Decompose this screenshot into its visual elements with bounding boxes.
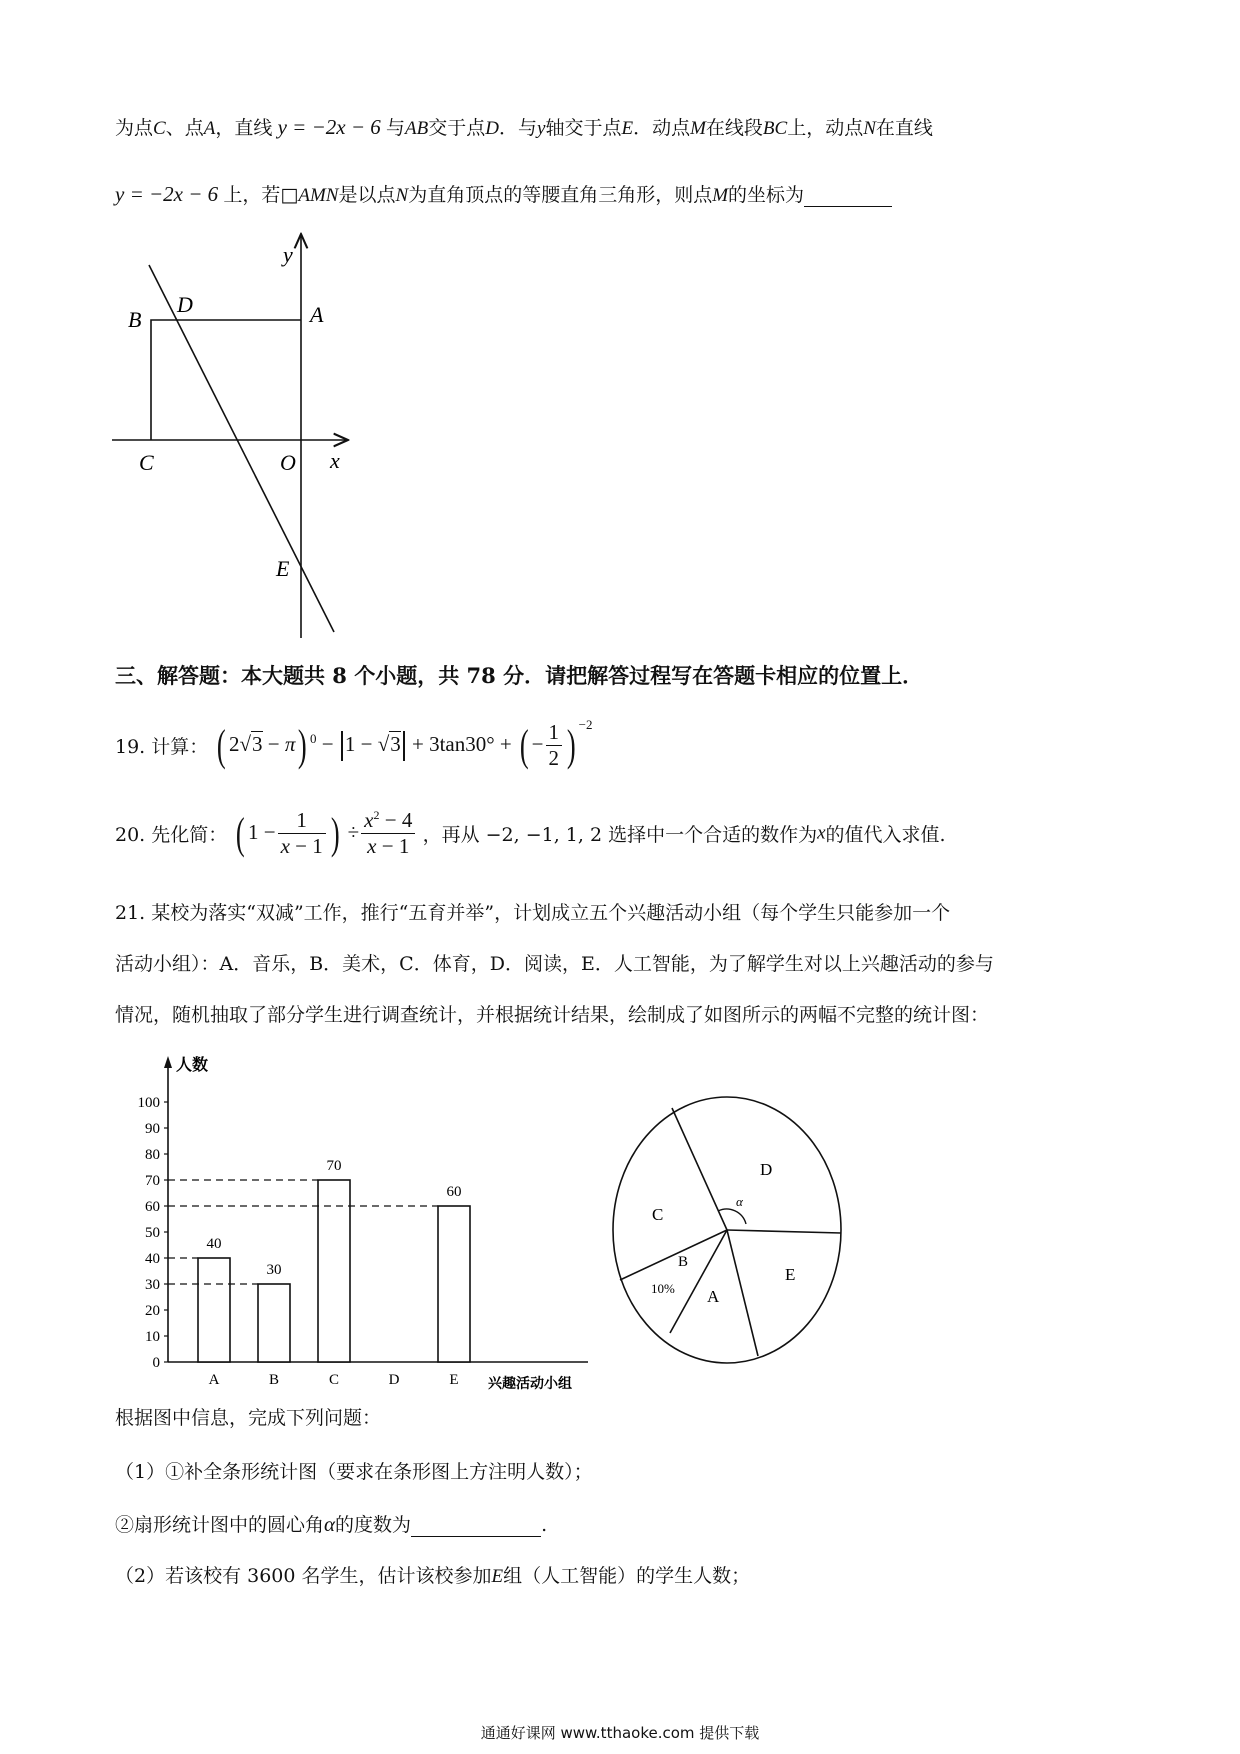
- bar-category-label: C: [328, 1372, 340, 1388]
- label-x: x: [330, 448, 340, 473]
- question-21-sub1: （1）①补全条形统计图（要求在条形图上方注明人数）；: [115, 1461, 593, 1483]
- bar: [258, 1284, 290, 1362]
- answer-blank-18: [804, 186, 892, 207]
- pie-annotation-10pct: 10%: [651, 1281, 675, 1296]
- pie-label-C: C: [652, 1205, 664, 1224]
- pie-divider-DE: [727, 1230, 841, 1233]
- question-20: 20. 先化简： ( 1 − $\frac{1}{x - 1}$ ) ÷ $\frac{x^2 - 4}{x - 1}$ ，再从 −2, −1, 1, 2 选择中一个合适的数作为x的值代入求值.: [115, 808, 946, 859]
- bar: [198, 1258, 230, 1362]
- bar-data-label: 70: [326, 1158, 342, 1174]
- bar-x-label: 兴趣活动小组: [488, 1377, 572, 1390]
- bar-category-label: A: [208, 1372, 220, 1388]
- label-y: y: [283, 242, 293, 267]
- bar-y-tick-label: 40: [145, 1251, 160, 1267]
- bar-data-label: 60: [446, 1184, 462, 1200]
- bar-data-label: 30: [266, 1262, 282, 1278]
- question-21-line2: 活动小组）：A．音乐，B．美术，C．体育，D．阅读，E．人工智能，为了解学生对以上兴趣活动的参与: [115, 953, 994, 975]
- label-B: B: [128, 307, 142, 332]
- bar-y-arrow: [164, 1056, 172, 1068]
- bar-y-tick-label: 100: [137, 1095, 160, 1111]
- bar-y-tick-label: 70: [145, 1173, 160, 1189]
- bar-chart: [118, 1050, 608, 1390]
- bar-category-label: B: [268, 1372, 280, 1388]
- bar-category-label: E: [449, 1372, 459, 1388]
- bar-y-tick-label: 80: [145, 1147, 160, 1163]
- label-E: E: [276, 556, 290, 581]
- bar-y-tick-label: 90: [145, 1121, 160, 1137]
- pie-divider-AB: [670, 1230, 727, 1333]
- question-21-sub1b: ②扇形统计图中的圆心角α的度数为 .: [115, 1512, 548, 1536]
- bar-y-label: 人数: [176, 1057, 209, 1074]
- pie-label-A: A: [707, 1287, 720, 1306]
- bar-y-tick-label: 10: [145, 1329, 160, 1345]
- bar-y-tick-label: 30: [145, 1277, 160, 1293]
- pie-divider-EA: [727, 1230, 758, 1356]
- answer-blank-alpha: [411, 1516, 541, 1537]
- label-O: O: [280, 450, 296, 475]
- footer-credit: 通通好课网 www.tthaoke.com 提供下载: [480, 1724, 760, 1742]
- question-19: 19. 计算： ( 2√3 − π) $^0$ − 1 − √3 + 3tan30° + ( − $\frac{1}{2}$ ) $^{-2}$: [115, 716, 593, 771]
- bar-y-tick-label: 60: [145, 1199, 160, 1215]
- pie-label-D: D: [760, 1160, 773, 1179]
- label-C: C: [139, 450, 154, 475]
- pie-label-E: E: [785, 1265, 796, 1284]
- label-D: D: [177, 292, 193, 317]
- bar-y-tick-label: 0: [152, 1355, 160, 1371]
- pie-divider-CD: [672, 1108, 727, 1230]
- bar-category-label: D: [388, 1372, 400, 1388]
- bar-y-tick-label: 20: [145, 1303, 160, 1319]
- angle-arc: [718, 1209, 746, 1224]
- question-21-line3: 情况，随机抽取了部分学生进行调查统计，并根据统计结果，绘制成了如图所示的两幅不完整的统计图：: [115, 1004, 990, 1026]
- problem18-line1: 为点C、点A，直线 y = −2x − 6 与AB交于点D．与y轴交于点E．动点M在线段BC上，动点N在直线: [115, 115, 933, 139]
- question-21-sub2: （2）若该校有 3600 名学生，估计该校参加E组（人工智能）的学生人数；: [115, 1565, 751, 1587]
- problem18-line2: y = −2x − 6 上，若□AMN是以点N为直角顶点的等腰直角三角形，则点M的坐标为: [115, 180, 892, 207]
- bar-data-label: 40: [206, 1236, 222, 1252]
- section3-heading: 三、解答题：本大题共 8 个小题，共 78 分．请把解答过程写在答题卡相应的位置上．: [115, 663, 924, 688]
- coordinate-figure: [100, 230, 360, 640]
- pie-chart: [610, 1070, 850, 1380]
- bar: [438, 1206, 470, 1362]
- label-A: A: [310, 302, 324, 327]
- bar: [318, 1180, 350, 1362]
- bar-y-tick-label: 50: [145, 1225, 160, 1241]
- question-21-line1: 21. 某校为落实“双减”工作，推行“五育并举”，计划成立五个兴趣活动小组（每个学生只能参加一个: [115, 902, 951, 924]
- pie-label-B: B: [678, 1254, 689, 1270]
- question-21-prompt: 根据图中信息，完成下列问题：: [115, 1407, 382, 1429]
- rectangle-OABC: [151, 320, 301, 440]
- pie-annotation-alpha: α: [736, 1194, 743, 1209]
- pie-divider-BC: [620, 1230, 727, 1280]
